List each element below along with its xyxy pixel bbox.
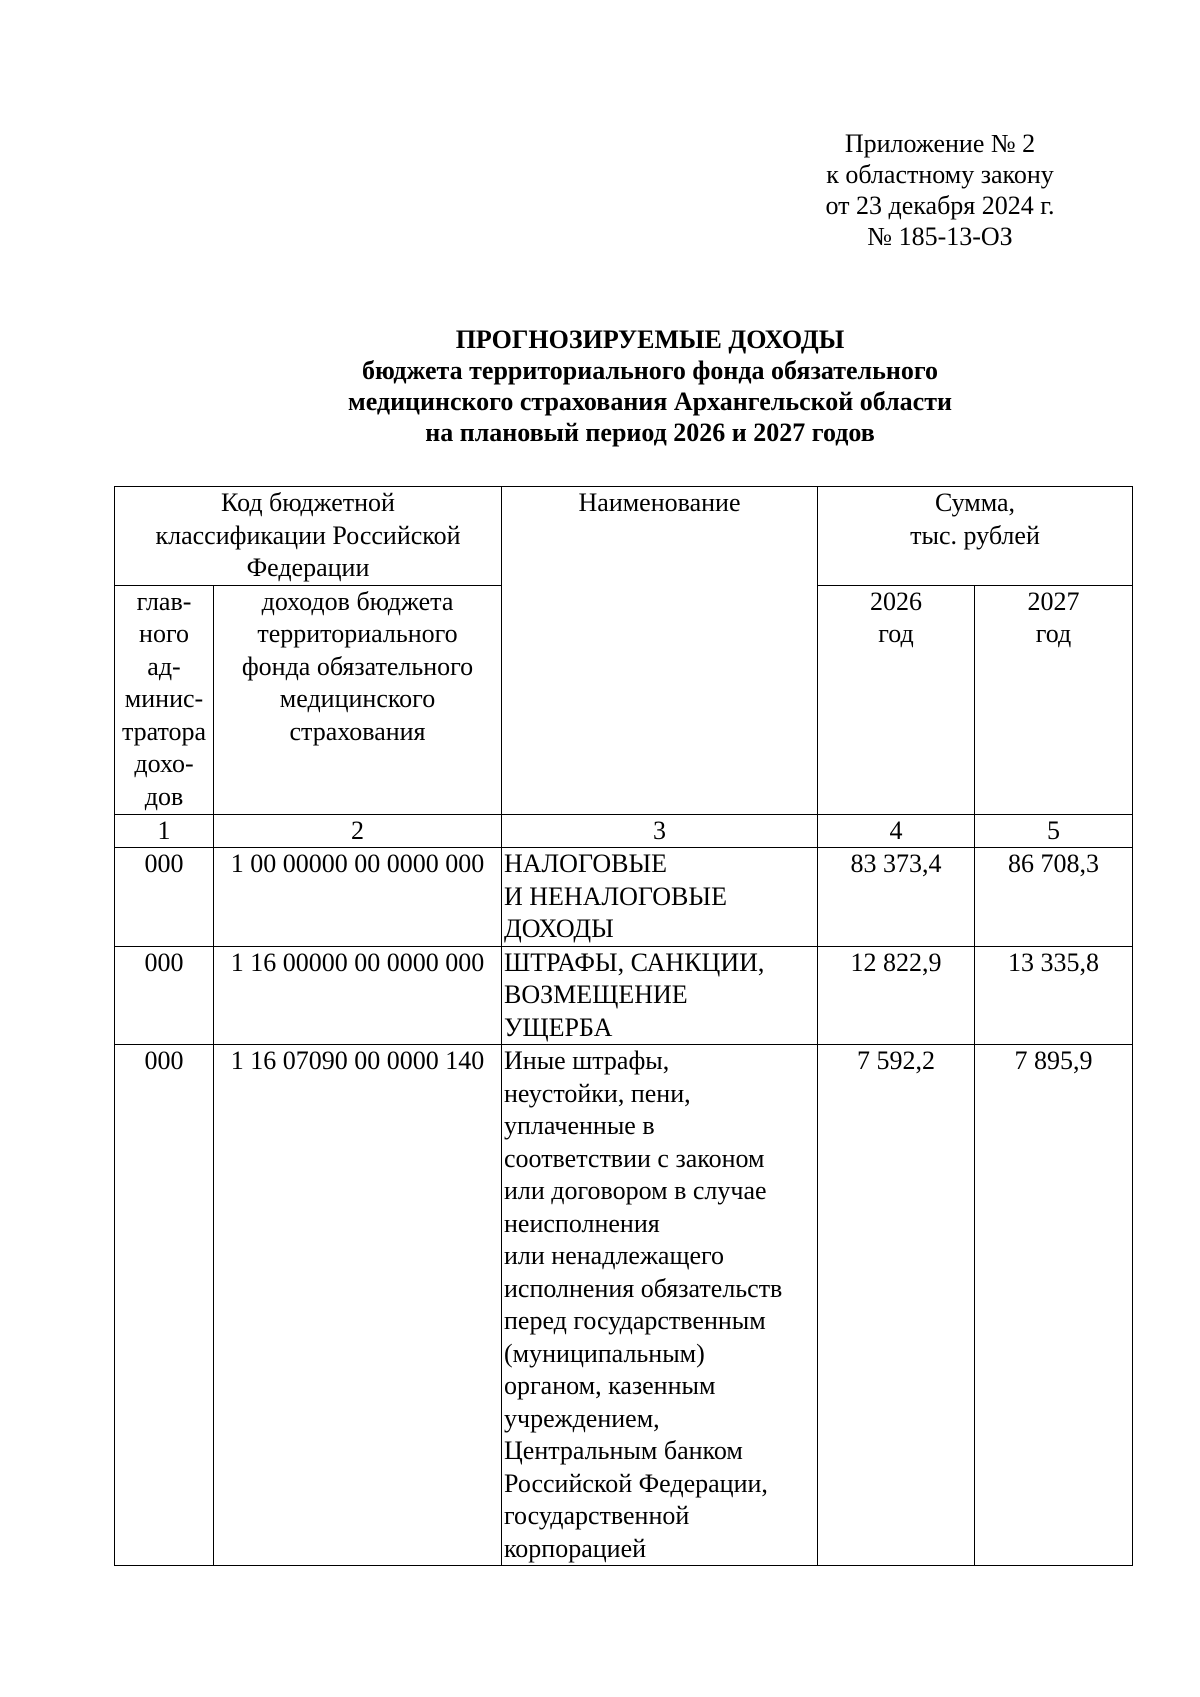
income-code: 1 00 00000 00 0000 000 xyxy=(214,848,502,947)
column-number: 5 xyxy=(975,814,1133,848)
annex-line: № 185-13-ОЗ xyxy=(867,222,1013,251)
heading-line: медицинского страхования Архангельской области xyxy=(348,387,952,416)
income-name: Иные штрафы, неустойки, пени, уплаченные в соответствии с законом или договором в случае неисполнения или ненадлежащего исполнения обязательств перед государственным (муниципальным) органом, казенным учреждением, Центральным банком Российской Федерации, государственной корпорацией xyxy=(502,1045,818,1566)
header-sum-group: Сумма, тыс. рублей xyxy=(818,487,1133,586)
document-heading xyxy=(190,324,1110,448)
table-row xyxy=(115,1045,1133,1566)
header-year-2026: 2026 год xyxy=(818,585,975,814)
column-number: 2 xyxy=(214,814,502,848)
amount-2027: 7 895,9 xyxy=(975,1045,1133,1566)
annex-line: от 23 декабря 2024 г. xyxy=(825,191,1055,220)
table-row xyxy=(115,848,1133,947)
amount-2026: 7 592,2 xyxy=(818,1045,975,1566)
income-code: 1 16 07090 00 0000 140 xyxy=(214,1045,502,1566)
column-number: 1 xyxy=(115,814,214,848)
header-code-group: Код бюджетной классификации Российской Федерации xyxy=(115,487,502,586)
header-name: Наименование xyxy=(502,487,818,815)
admin-code: 000 xyxy=(115,848,214,947)
column-numbers-row xyxy=(115,814,1133,848)
column-number: 4 xyxy=(818,814,975,848)
header-year-2027: 2027 год xyxy=(975,585,1133,814)
table-row xyxy=(115,946,1133,1045)
admin-code: 000 xyxy=(115,1045,214,1566)
table-header-row xyxy=(115,487,1133,586)
admin-code: 000 xyxy=(115,946,214,1045)
amount-2027: 13 335,8 xyxy=(975,946,1133,1045)
amount-2026: 12 822,9 xyxy=(818,946,975,1045)
header-admin: глав- ного ад- минис- тратора дохо- дов xyxy=(115,585,214,814)
annex-line: Приложение № 2 xyxy=(844,129,1036,158)
annex-block xyxy=(760,128,1120,252)
heading-line: на плановый период 2026 и 2027 годов xyxy=(425,418,875,447)
amount-2027: 86 708,3 xyxy=(975,848,1133,947)
income-code: 1 16 00000 00 0000 000 xyxy=(214,946,502,1045)
heading-line: бюджета территориального фонда обязательного xyxy=(361,356,939,385)
document-title: ПРОГНОЗИРУЕМЫЕ ДОХОДЫ xyxy=(455,325,845,354)
column-number: 3 xyxy=(502,814,818,848)
header-income: доходов бюджета территориального фонда обязательного медицинского страхования xyxy=(214,585,502,814)
income-name: ШТРАФЫ, САНКЦИИ, ВОЗМЕЩЕНИЕ УЩЕРБА xyxy=(502,946,818,1045)
annex-line: к областному закону xyxy=(826,160,1054,189)
income-table xyxy=(114,486,1133,1566)
income-name: НАЛОГОВЫЕ И НЕНАЛОГОВЫЕ ДОХОДЫ xyxy=(502,848,818,947)
amount-2026: 83 373,4 xyxy=(818,848,975,947)
